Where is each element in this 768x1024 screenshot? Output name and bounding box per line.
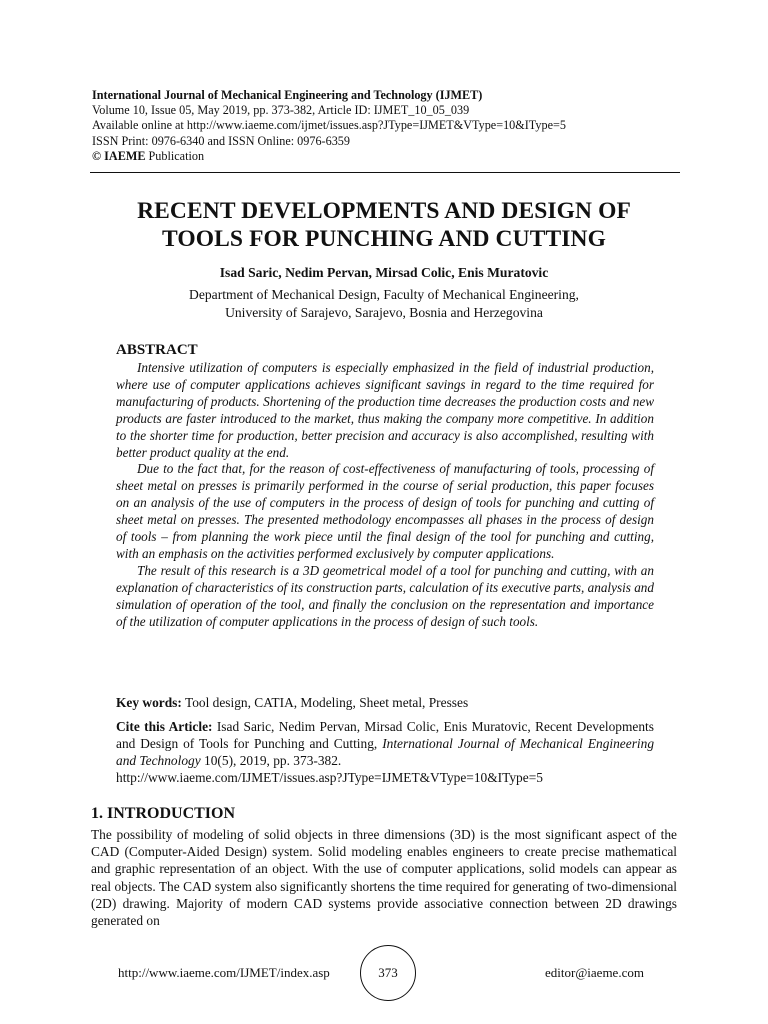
- abstract-paragraph-1: Intensive utilization of computers is especially emphasized in the field of industrial production, where use of computer applications achieves significant savings in regard to the time required for manufacturing of products. Shortening of the production time decreases the production costs and new products are faster introduced to the market, thus making the company more competitive. In addition to the shorter time for production, better precision and accuracy is also accomplished, resulting with better product quality at the end.: [116, 360, 654, 460]
- journal-volume: Volume 10, Issue 05, May 2019, pp. 373-382, Article ID: IJMET_10_05_039: [92, 103, 470, 118]
- cite-journal: International Journal of Mechanical Engineering and Technology: [116, 735, 655, 768]
- abstract-paragraph-2: Due to the fact that, for the reason of cost-effectiveness of manufacturing of tools, processing of sheet metal on presses is primarily performed in the course of serial production, this paper focuses on an analysis of the use of computers in the process of design of tools for punching and cutting of sheet metal on presses. The presented methodology encompasses all phases in the process of design of tools – from planning the work piece until the final design of the tool for punching and cutting, with an emphasis on the activities performed exclusively by computer applications.: [116, 461, 654, 561]
- abstract-section: [116, 341, 654, 631]
- introduction-heading: 1. INTRODUCTION: [91, 805, 236, 822]
- journal-available-online: Available online at http://www.iaeme.com/ijmet/issues.asp?JType=IJMET&VType=10&IType=5: [92, 118, 566, 133]
- cite-url[interactable]: http://www.iaeme.com/IJMET/issues.asp?JType=IJMET&VType=10&IType=5: [116, 769, 543, 785]
- footer-url[interactable]: http://www.iaeme.com/IJMET/index.asp: [118, 965, 330, 980]
- journal-copyright: [92, 149, 680, 164]
- paper-title: [92, 197, 676, 253]
- journal-issn: ISSN Print: 0976-6340 and ISSN Online: 0976-6359: [92, 133, 350, 148]
- keywords: [116, 694, 654, 711]
- copyright-rest: Publication: [145, 148, 205, 163]
- cite-this-article: [116, 719, 654, 787]
- title-line-1: RECENT DEVELOPMENTS AND DESIGN OF: [137, 198, 631, 224]
- affiliation-line-1: Department of Mechanical Design, Faculty of Mechanical Engineering,: [189, 287, 579, 302]
- cite-label: Cite this Article:: [116, 719, 213, 734]
- abstract-paragraph-3: The result of this research is a 3D geometrical model of a tool for punching and cutting, with an explanation of characteristics of its construction parts, calculation of its executive parts, analysis and simulation of operation of the tool, and finally the conclusion on the representation and importance of the utilization of computer applications in the process of design of such tools.: [116, 562, 654, 629]
- introduction-text: The possibility of modeling of solid objects in three dimensions (3D) is the most significant aspect of the CAD (Computer-Aided Design) system. Solid modeling enables engineers to create precise mathematical and graphic representation of an object. With the use of computer applications, solid models can appear as real objects. The CAD system also significantly shortens the time required for generating of two-dimensional (2D) drawing. Majority of modern CAD systems provide associative connection between 2D drawings generated on: [91, 827, 677, 929]
- journal-name: International Journal of Mechanical Engineering and Technology (IJMET): [92, 88, 483, 102]
- copyright-mark: © IAEME: [92, 148, 146, 163]
- affiliation-line-2: University of Sarajevo, Sarajevo, Bosnia and Herzegovina: [225, 304, 543, 320]
- paper-authors: Isad Saric, Nedim Pervan, Mirsad Colic, Enis Muratovic: [219, 265, 549, 280]
- keywords-text: Tool design, CATIA, Modeling, Sheet metal, Presses: [181, 695, 469, 710]
- title-line-2: TOOLS FOR PUNCHING AND CUTTING: [162, 226, 606, 252]
- abstract-heading: ABSTRACT: [116, 342, 198, 358]
- keywords-label: Key words:: [116, 695, 182, 710]
- page-footer: [0, 945, 768, 1005]
- cite-details: 10(5), 2019, pp. 373-382.: [200, 752, 342, 768]
- cite-authors-title: Isad Saric, Nedim Pervan, Mirsad Colic, Enis Muratovic, Recent Developments and Design of Tools for Punching and Cutting,: [116, 719, 654, 751]
- page-number: 373: [360, 945, 416, 1001]
- journal-header: [92, 88, 680, 164]
- header-divider: [90, 172, 680, 173]
- paper-affiliation: [92, 286, 676, 321]
- footer-email[interactable]: editor@iaeme.com: [545, 965, 644, 980]
